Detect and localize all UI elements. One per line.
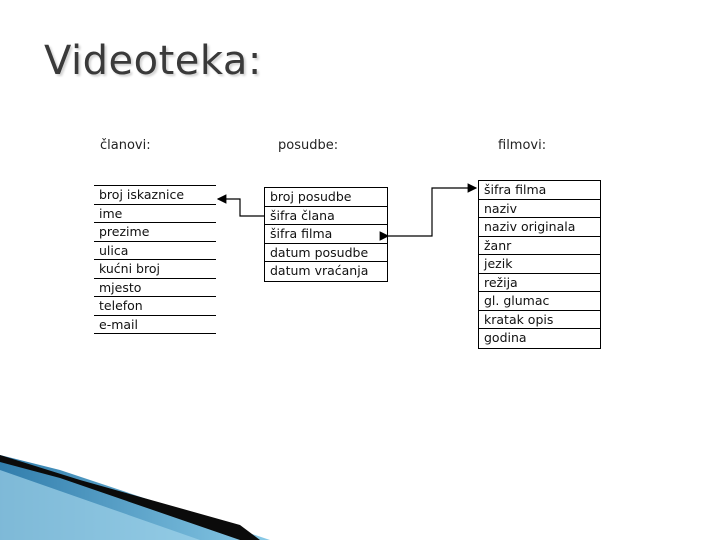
field-prezime: prezime [94, 223, 216, 242]
field-naziv: naziv [479, 200, 600, 219]
field-sifra-filma-fk: šifra filma [265, 225, 387, 244]
field-gl-glumac: gl. glumac [479, 292, 600, 311]
relation-film-line [388, 188, 476, 236]
field-ulica: ulica [94, 242, 216, 261]
field-datum-vracanja: datum vraćanja [270, 263, 369, 278]
relation-clan-line [218, 199, 264, 216]
field-ime: ime [94, 205, 216, 224]
table-label-filmovi: filmovi: [498, 138, 547, 153]
field-broj-posudbe: broj posudbe [265, 188, 387, 207]
field-sifra-filma: šifra filma [479, 181, 600, 200]
field-datum-posudbe: datum posudbe [265, 244, 387, 263]
field-jezik: jezik [479, 255, 600, 274]
field-naziv-originala: naziv originala [479, 218, 600, 237]
slide-title: Videoteka: [44, 38, 262, 84]
field-sifra-clana: šifra člana [265, 207, 387, 226]
field-godina: godina [484, 330, 527, 345]
field-rezija: režija [479, 274, 600, 293]
table-label-clanovi: članovi: [100, 138, 151, 153]
field-kratak-opis: kratak opis [479, 311, 600, 330]
field-broj-iskaznice: broj iskaznice [94, 186, 216, 205]
field-e-mail: e-mail [94, 316, 216, 335]
table-label-posudbe: posudbe: [278, 138, 339, 153]
field-telefon: telefon [94, 297, 216, 316]
field-mjesto: mjesto [94, 279, 216, 298]
field-zanr: žanr [479, 237, 600, 256]
field-kucni-broj: kućni broj [94, 260, 216, 279]
